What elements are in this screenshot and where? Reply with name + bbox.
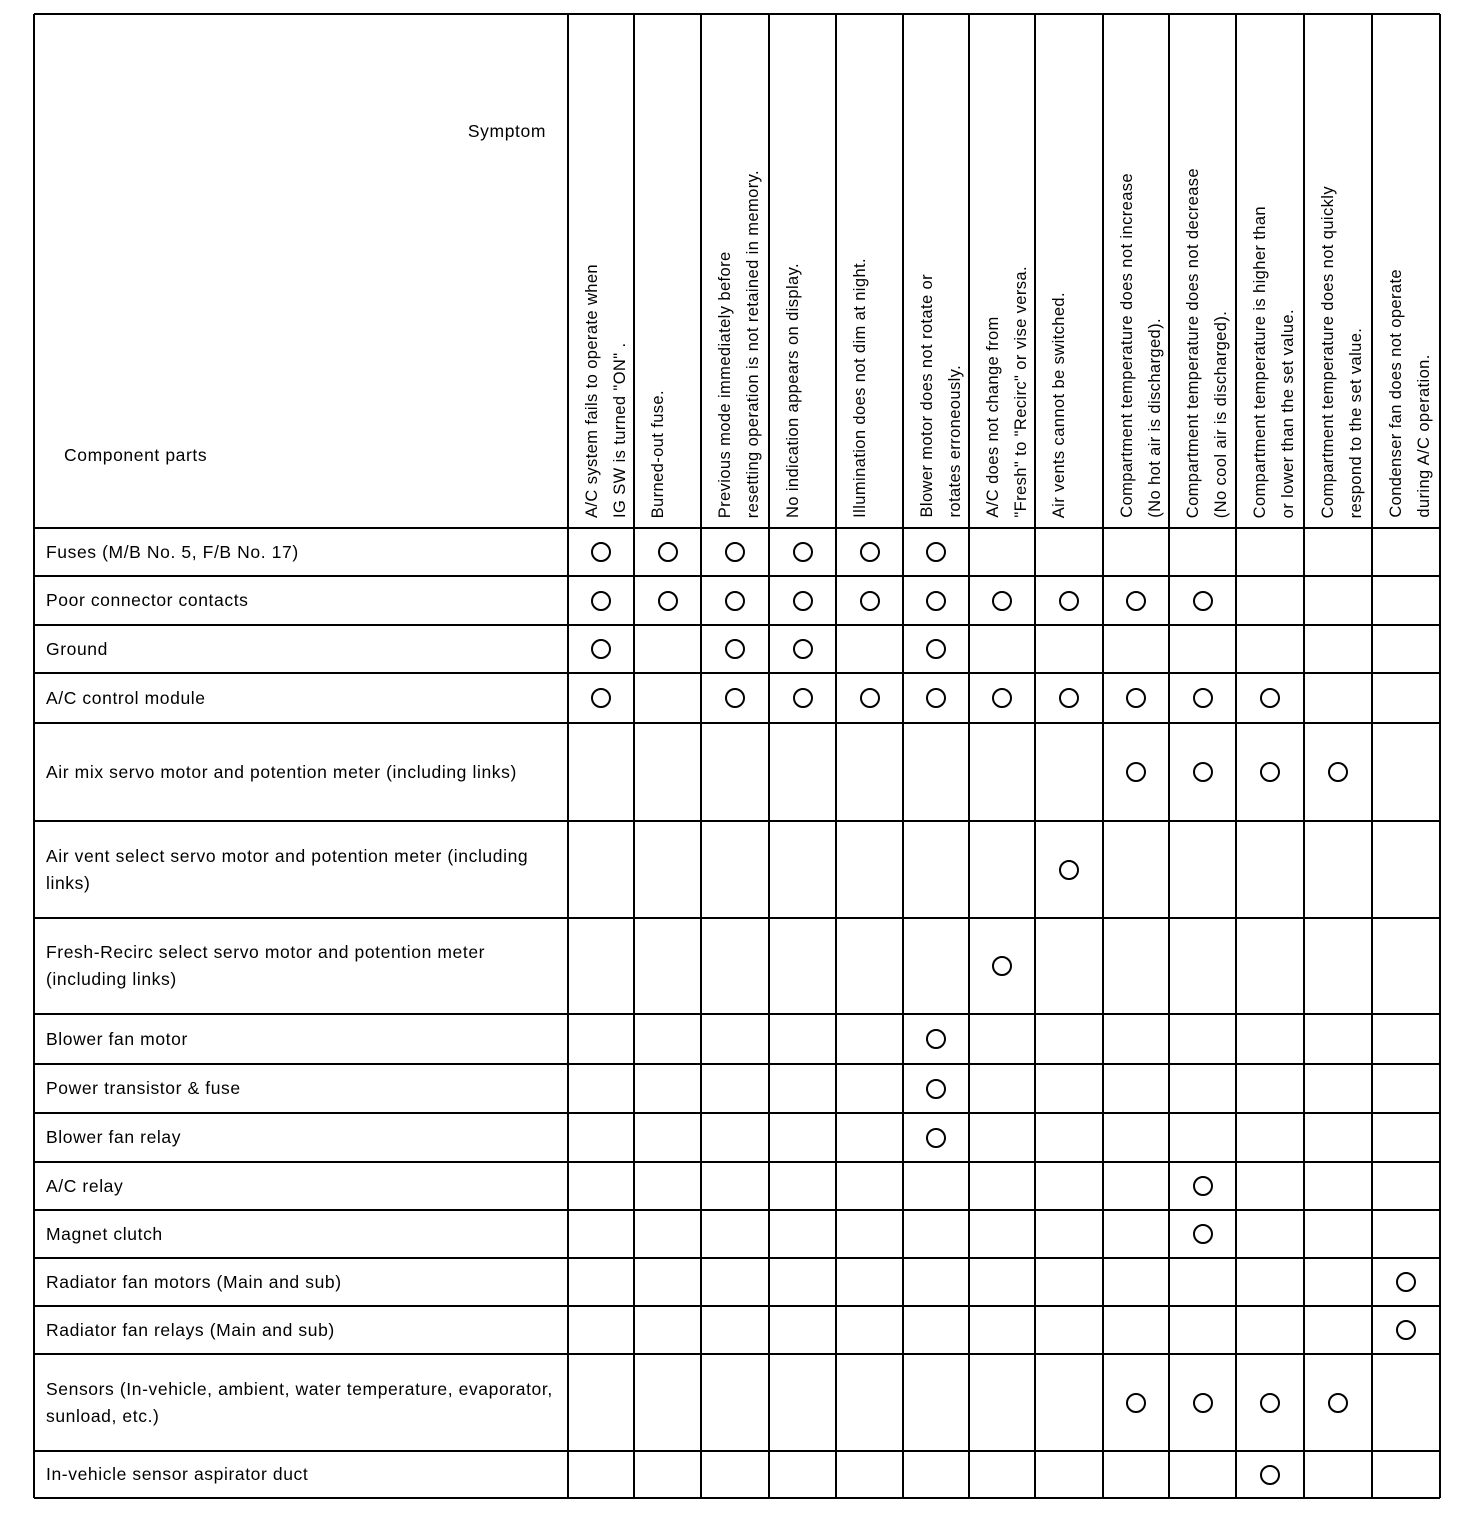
component-label: Air mix servo motor and potention meter (including links)	[46, 761, 517, 782]
circle-mark-icon	[860, 591, 880, 611]
circle-mark-icon	[793, 639, 813, 659]
circle-mark-icon	[1396, 1272, 1416, 1292]
table-rule-vertical	[1034, 14, 1036, 1498]
circle-mark-icon	[1328, 1393, 1348, 1413]
symptom-header-2: Burned-out fuse.	[649, 389, 667, 518]
circle-mark-icon	[926, 1029, 946, 1049]
circle-mark-icon	[1193, 688, 1213, 708]
symptom-header-11: Compartment temperature is higher than or lower than the set value.	[1251, 205, 1297, 518]
component-label: A/C relay	[46, 1175, 124, 1196]
circle-mark-icon	[1260, 1465, 1280, 1485]
component-label: Sensors (In-vehicle, ambient, water temperature, evaporator, sunload, etc.)	[46, 1378, 553, 1426]
table-rule-vertical	[33, 14, 35, 1498]
circle-mark-icon	[1059, 860, 1079, 880]
circle-mark-icon	[725, 639, 745, 659]
symptom-header-1: A/C system fails to operate when IG SW is turned "ON" .	[583, 264, 629, 518]
circle-mark-icon	[1126, 762, 1146, 782]
circle-mark-icon	[1126, 688, 1146, 708]
component-label: Poor connector contacts	[46, 590, 249, 610]
circle-mark-icon	[1193, 1224, 1213, 1244]
circle-mark-icon	[1059, 591, 1079, 611]
circle-mark-icon	[725, 591, 745, 611]
circle-mark-icon	[992, 688, 1012, 708]
circle-mark-icon	[591, 542, 611, 562]
component-label: Blower fan motor	[46, 1028, 188, 1049]
symptom-header-12: Compartment temperature does not quickly respond to the set value.	[1319, 185, 1365, 518]
circle-mark-icon	[992, 956, 1012, 976]
circle-mark-icon	[591, 591, 611, 611]
component-label: Blower fan relay	[46, 1127, 182, 1147]
table-rule-vertical	[902, 14, 904, 1498]
circle-mark-icon	[1260, 688, 1280, 708]
symptom-header-8: Air vents cannot be switched.	[1050, 291, 1068, 518]
circle-mark-icon	[926, 591, 946, 611]
component-label: Power transistor & fuse	[46, 1078, 241, 1098]
circle-mark-icon	[860, 542, 880, 562]
symptom-header-9: Compartment temperature does not increase (No hot air is discharged).	[1118, 173, 1164, 518]
component-label: Air vent select servo motor and potention meter (including links)	[46, 845, 529, 893]
circle-mark-icon	[1126, 1393, 1146, 1413]
circle-mark-icon	[1260, 762, 1280, 782]
symptom-header-13: Condenser fan does not operate during A/C operation.	[1387, 269, 1433, 518]
table-rule-vertical	[835, 14, 837, 1498]
circle-mark-icon	[1126, 591, 1146, 611]
component-label: Magnet clutch	[46, 1223, 163, 1244]
circle-mark-icon	[591, 688, 611, 708]
circle-mark-icon	[658, 542, 678, 562]
circle-mark-icon	[1193, 1393, 1213, 1413]
circle-mark-icon	[926, 542, 946, 562]
symptom-header-3: Previous mode immediately before resetting operation is not retained in memory.	[716, 169, 762, 518]
table-rule-vertical	[1303, 14, 1305, 1498]
circle-mark-icon	[658, 591, 678, 611]
circle-mark-icon	[1260, 1393, 1280, 1413]
circle-mark-icon	[1059, 688, 1079, 708]
circle-mark-icon	[860, 688, 880, 708]
component-label: Fresh-Recirc select servo motor and potention meter (including links)	[46, 942, 486, 989]
symptom-header-label: Symptom	[467, 121, 546, 141]
symptom-header-5: Illumination does not dim at night.	[851, 258, 869, 518]
circle-mark-icon	[926, 639, 946, 659]
table-rule-vertical	[567, 14, 569, 1498]
circle-mark-icon	[1396, 1320, 1416, 1340]
symptom-header-7: A/C does not change from "Fresh" to "Recirc" or vise versa.	[984, 266, 1030, 518]
circle-mark-icon	[1193, 1176, 1213, 1196]
circle-mark-icon	[926, 688, 946, 708]
circle-mark-icon	[1193, 762, 1213, 782]
table-rule-vertical	[968, 14, 970, 1498]
circle-mark-icon	[793, 591, 813, 611]
component-label: Ground	[46, 638, 108, 659]
table-rule-vertical	[1439, 14, 1441, 1498]
circle-mark-icon	[793, 688, 813, 708]
table-rule-vertical	[700, 14, 702, 1498]
component-label: A/C control module	[46, 687, 206, 708]
circle-mark-icon	[1328, 762, 1348, 782]
symptom-header-6: Blower motor does not rotate or rotates erroneously.	[918, 274, 964, 518]
circle-mark-icon	[926, 1079, 946, 1099]
symptom-chart-table	[34, 14, 1440, 1498]
component-parts-header-label: Component parts	[64, 445, 208, 465]
component-label: Radiator fan motors (Main and sub)	[46, 1271, 342, 1292]
circle-mark-icon	[591, 639, 611, 659]
component-label: In-vehicle sensor aspirator duct	[46, 1464, 309, 1484]
symptom-header-10: Compartment temperature does not decrease (No cool air is discharged).	[1184, 167, 1230, 518]
component-label: Fuses (M/B No. 5, F/B No. 17)	[46, 541, 299, 562]
circle-mark-icon	[926, 1128, 946, 1148]
circle-mark-icon	[793, 542, 813, 562]
symptom-header-4: No indication appears on display.	[784, 262, 802, 518]
table-rule-vertical	[1371, 14, 1373, 1498]
table-rule-vertical	[768, 14, 770, 1498]
circle-mark-icon	[725, 542, 745, 562]
table-rule-vertical	[1102, 14, 1104, 1498]
circle-mark-icon	[992, 591, 1012, 611]
table-rule-vertical	[1235, 14, 1237, 1498]
circle-mark-icon	[1193, 591, 1213, 611]
table-rule-vertical	[633, 14, 635, 1498]
component-label: Radiator fan relays (Main and sub)	[46, 1319, 335, 1340]
circle-mark-icon	[725, 688, 745, 708]
table-rule-horizontal	[34, 13, 1440, 15]
